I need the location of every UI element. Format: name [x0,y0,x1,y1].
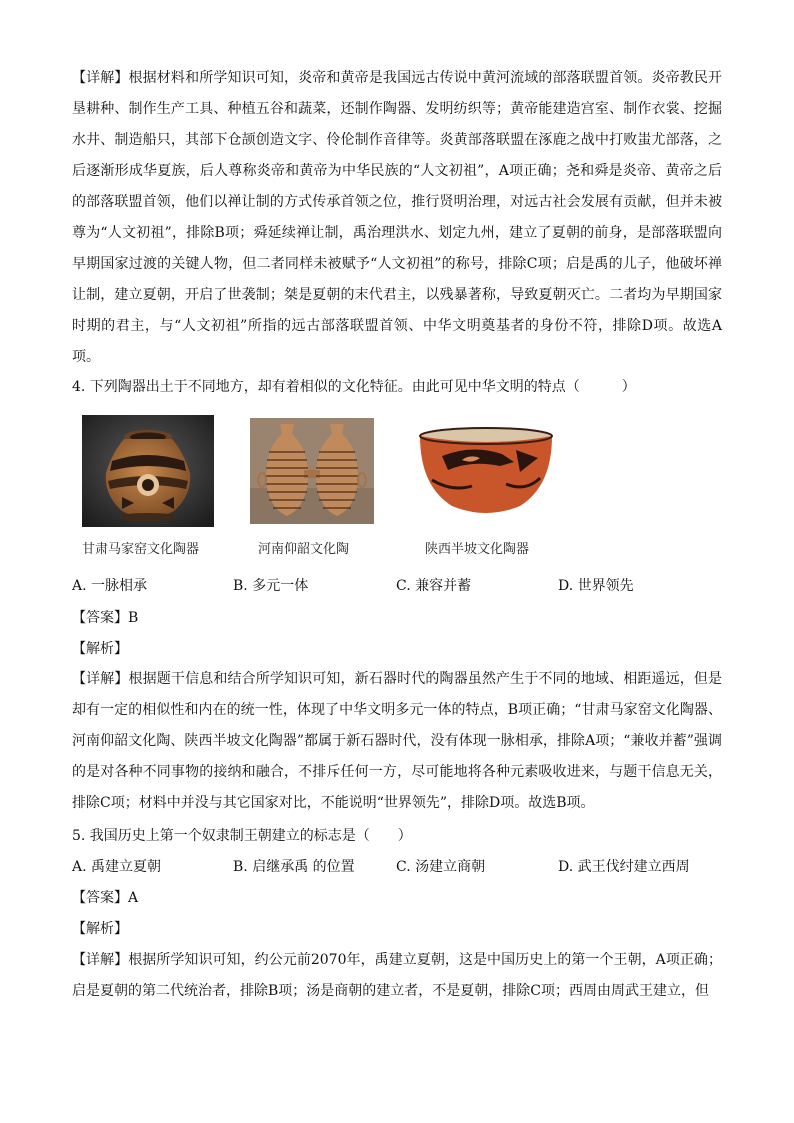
q4-analysis-label: 【解析】 [72,641,128,657]
q5-analysis-label: 【解析】 [72,921,128,937]
q4-options [72,576,722,596]
q4-answer: 【答案】B [72,610,139,626]
q5-options [72,857,722,877]
banpo-pottery-image [412,420,560,524]
yangshao-pottery-image [250,418,374,524]
q4-stem: 4. 下列陶器出土于不同地方，却有着相似的文化特征。由此可见中华文明的特点（ ） [72,379,636,395]
caption-yangshao: 河南仰韶文化陶 [258,542,350,557]
q3-explanation: 【详解】根据材料和所学知识可知，炎帝和黄帝是我国远古传说中黄河流域的部落联盟首领。炎帝教民开垦耕种、制作生产工具、种植五谷和蔬菜，还制作陶器、发明纺织等；黄帝能建造宫室、制作衣裳、挖掘水井、制造船只，其部下仓颉创造文字、伶伦制作音律等。炎黄部落联盟在涿鹿之战中打败蚩尤部落，之后逐渐形成华夏族，后人尊称炎帝和黄帝为中华民族的“人文初祖”，A项正确；尧和舜是炎帝、黄帝之后的部落联盟首领，他们以禅让制的方式传承首领之位，推行贤明治理，对远古社会发展有贡献，但并未被尊为“人文初祖”，排除B项；舜延续禅让制，禹治理洪水、划定九州，建立了夏朝的前身，是部落联盟向早期国家过渡的关键人物，但二者同样未被赋予“人文初祖”的称号，排除C项；启是禹的儿子，他破坏禅让制，建立夏朝，开启了世袭制；桀是夏朝的末代君主，以残暴著称，导致夏朝灭亡。二者均为早期国家时期的君主，与“人文初祖”所指的远古部落联盟首领、中华文明奠基者的身份不符，排除D项。故选A项。 [72,70,722,365]
q5-answer: 【答案】A [72,890,139,906]
q5-option-d: D. 武王伐纣建立西周 [558,859,690,875]
caption-majiayao: 甘肃马家窑文化陶器 [82,542,200,557]
q5-option-b: B. 启继承禹 的位置 [233,859,355,875]
q5-option-a: A. 禹建立夏朝 [72,859,162,875]
q4-option-d: D. 世界领先 [558,578,634,594]
q4-option-b: B. 多元一体 [233,578,309,594]
majiayao-pottery-image [82,415,214,527]
q5-stem: 5. 我国历史上第一个奴隶制王朝建立的标志是（ ） [72,828,412,844]
q4-option-c: C. 兼容并蓄 [396,578,472,594]
q4-explanation: 【详解】根据题干信息和结合所学知识可知，新石器时代的陶器虽然产生于不同的地域、相距遥远，但是却有一定的相似性和内在的统一性，体现了中华文明多元一体的特点，B项正确；“甘肃马家窑文化陶器、河南仰韶文化陶、陕西半坡文化陶器”都属于新石器时代，没有体现一脉相承，排除A项；“兼收并蓄”强调的是对各种不同事物的接纳和融合，不排斥任何一方，尽可能地将各种元素吸收进来，与题干信息无关，排除C项；材料中并没与其它国家对比，不能说明“世界领先”，排除D项。故选B项。 [72,671,722,811]
q4-option-a: A. 一脉相承 [72,578,148,594]
caption-banpo: 陕西半坡文化陶器 [425,542,530,557]
q5-option-c: C. 汤建立商朝 [396,859,486,875]
q5-explanation: 【详解】根据所学知识可知，约公元前2070年，禹建立夏朝，这是中国历史上的第一个王朝，A项正确；启是夏朝的第二代统治者，排除B项；汤是商朝的建立者，不是夏朝，排除C项；西周由周武王建立，但 [72,952,722,999]
